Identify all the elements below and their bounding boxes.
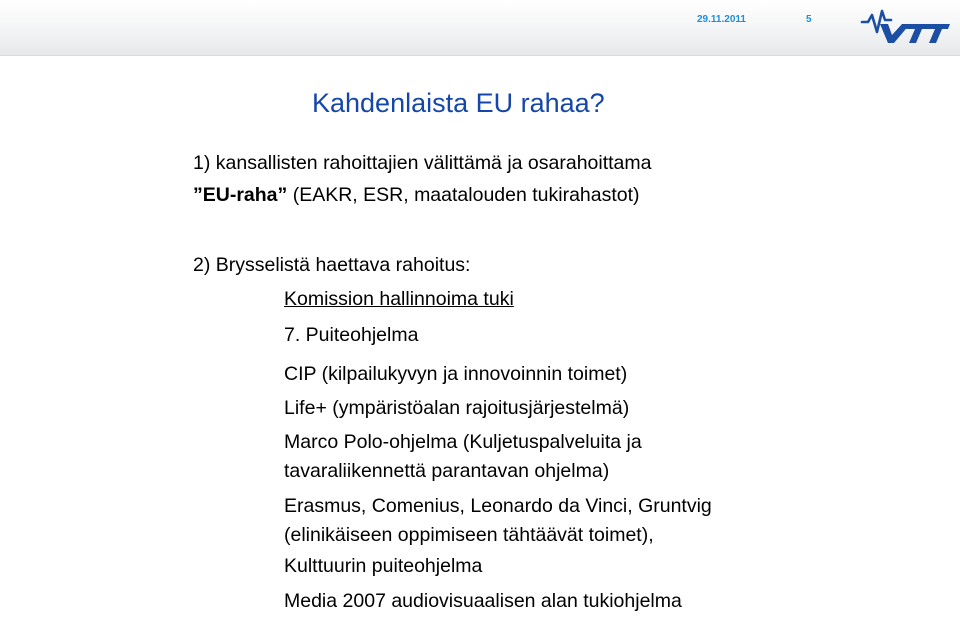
vtt-logo-t2 <box>926 24 950 43</box>
program-item: CIP (kilpailukyvyn ja innovoinnin toimet) <box>284 363 628 385</box>
program-item: Life+ (ympäristöalan rajoitusjärjestelmä) <box>284 397 630 419</box>
eu-raha-description: (EAKR, ESR, maatalouden tukirahastot) <box>292 184 640 206</box>
program-item: Marco Polo-ohjelma (Kuljetuspalveluita ja <box>284 431 642 453</box>
slide-date: 29.11.2011 <box>697 14 746 25</box>
slide-page-number: 5 <box>806 14 812 25</box>
program-item: tavaraliikennettä parantavan ohjelma) <box>284 460 610 482</box>
section2-heading: 2) Brysselistä haettava rahoitus: <box>193 254 471 276</box>
program-item: (elinikäiseen oppimiseen tähtäävät toimet), <box>284 524 654 546</box>
program-item: Erasmus, Comenius, Leonardo da Vinci, Gruntvig <box>284 495 712 517</box>
header-bar <box>0 0 960 55</box>
header-divider <box>0 55 960 56</box>
program-item: Media 2007 audiovisuaalisen alan tukiohjelma <box>284 590 682 612</box>
section1-line2 <box>193 184 640 207</box>
section1-line1: 1) kansallisten rahoittajien välittämä ja osarahoittama <box>193 152 652 174</box>
section2-subheading: Komission hallinnoima tuki <box>284 288 514 310</box>
program-item: 7. Puiteohjelma <box>284 324 419 346</box>
eu-raha-term: ”EU-raha” <box>193 184 288 206</box>
program-item: Kulttuurin puiteohjelma <box>284 555 483 577</box>
vtt-logo <box>858 8 950 46</box>
vtt-logo-t1 <box>906 24 930 43</box>
slide-title: Kahdenlaista EU rahaa? <box>312 88 605 118</box>
vtt-logo-v <box>880 24 910 43</box>
